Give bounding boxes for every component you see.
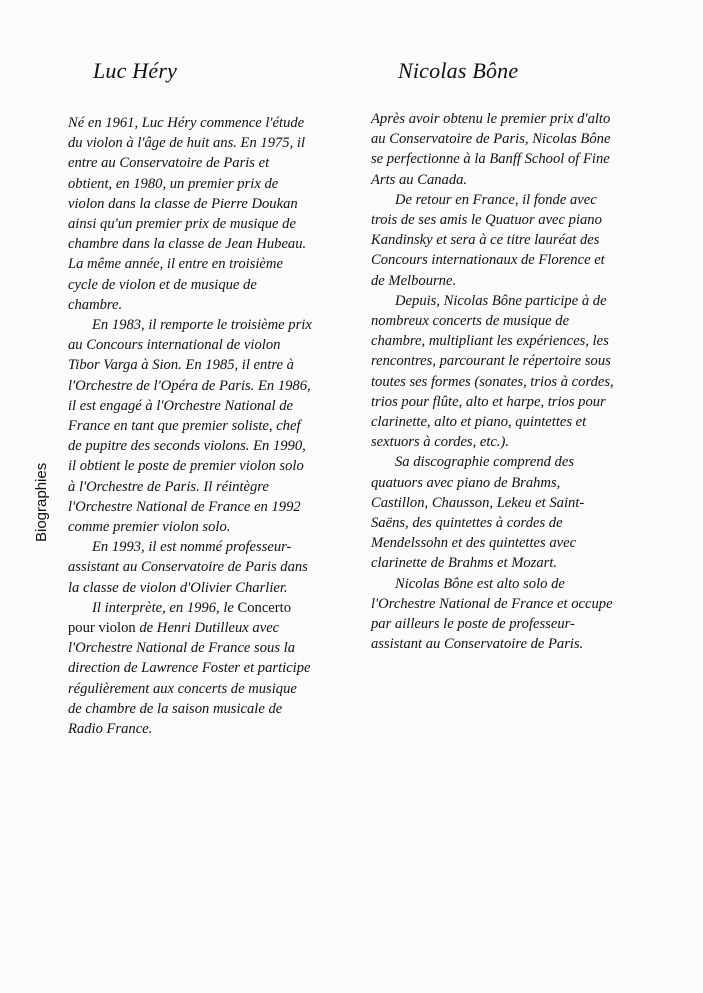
text-line: Après avoir obtenu le premier prix d'alto [371, 111, 611, 127]
text-line: Né en 1961, Luc Héry commence l'étude [68, 115, 305, 131]
text-line: se perfectionne à la Banff School of Fine [371, 151, 610, 168]
text-line: entre au Conservatoire de Paris et [68, 155, 270, 172]
text-line: cycle de violon et de musique de [68, 276, 257, 293]
text-line: clarinette de Brahms et Mozart. [371, 555, 558, 572]
text-line: la classe de violon d'Olivier Charlier. [68, 579, 288, 596]
text-line: à l'Orchestre de Paris. Il réintègre [68, 478, 269, 495]
text-line: sextuors à cordes, etc.). [371, 434, 510, 451]
text-line: En 1983, il remporte le troisième prix [92, 317, 312, 334]
left-biography-name: Luc Héry [93, 58, 178, 83]
text-line: ainsi qu'un premier prix de musique de [68, 216, 296, 233]
text-line: Radio France. [68, 721, 153, 738]
text-line: Concours internationaux de Florence et [371, 252, 605, 269]
text-line: quatuors avec piano de Brahms, [371, 474, 561, 491]
text-line: toutes ses formes (sonates, trios à cordes, [371, 373, 614, 390]
text-line: Saëns, des quintettes à cordes de [371, 515, 563, 532]
text-line: rencontres, parcourant le répertoire sous [371, 353, 611, 370]
left-biography-text [68, 113, 358, 739]
text-line: du violon à l'âge de huit ans. En 1975, il [68, 135, 306, 152]
text-line: de pupitre des seconds violons. En 1990, [68, 438, 306, 455]
section-side-label: Biographies [33, 462, 50, 542]
text-line: assistant au Conservatoire de Paris. [371, 636, 584, 653]
text-line: obtient, en 1980, un premier prix de [68, 175, 279, 192]
text-line: par ailleurs le poste de professeur- [371, 616, 575, 633]
text-line: chambre dans la classe de Jean Hubeau. [68, 236, 307, 253]
text-line: l'Orchestre National de France sous la [68, 640, 296, 657]
text-line: Il interprète, en 1996, le Concerto [92, 599, 291, 616]
text-line: Kandinsky et sera à ce titre lauréat des [371, 232, 600, 249]
text-line: Sa discographie comprend des [395, 454, 575, 471]
text-line: au Concours international de violon [68, 337, 281, 354]
text-line: En 1993, il est nommé professeur- [92, 539, 292, 556]
text-line: Tibor Varga à Sion. En 1985, il entre à [68, 357, 294, 374]
text-line: de Melbourne. [371, 272, 457, 289]
text-line: il est engagé à l'Orchestre National de [68, 397, 293, 414]
text-line: l'Orchestre National de France en 1992 [68, 498, 301, 515]
text-line: chambre, multipliant les expériences, les [371, 333, 609, 350]
right-biography-text [371, 109, 663, 654]
text-line: il obtient le poste de premier violon solo [68, 458, 304, 475]
text-line: l'Orchestre National de France et occupe [371, 595, 613, 612]
text-line: clarinette, alto et piano, quintettes et [371, 414, 587, 431]
text-line: l'Orchestre de l'Opéra de Paris. En 1986, [68, 377, 311, 394]
text-line: de chambre de la saison musicale de [68, 700, 283, 717]
text-line: trois de ses amis le Quatuor avec piano [371, 212, 602, 229]
text-line: au Conservatoire de Paris, Nicolas Bône [371, 131, 611, 148]
text-line: assistant au Conservatoire de Paris dans [68, 559, 308, 576]
text-line: nombreux concerts de musique de [371, 313, 570, 330]
text-line: chambre. [68, 296, 123, 313]
text-line: France en tant que premier soliste, chef [68, 418, 301, 435]
text-line: trios pour flûte, alto et harpe, trios pour [371, 393, 606, 410]
text-line: Mendelssohn et des quintettes avec [371, 535, 577, 552]
text-line: La même année, il entre en troisième [68, 256, 283, 273]
text-line: régulièrement aux concerts de musique [68, 680, 297, 697]
text-line: Castillon, Chausson, Lekeu et Saint- [371, 494, 585, 511]
text-line: De retour en France, il fonde avec [395, 191, 597, 208]
text-line: violon dans la classe de Pierre Doukan [68, 195, 298, 212]
right-biography-name: Nicolas Bône [398, 58, 519, 83]
text-line: Depuis, Nicolas Bône participe à de [395, 292, 607, 309]
text-line: pour violon de Henri Dutilleux avec [68, 620, 280, 637]
text-line: Arts au Canada. [371, 171, 468, 188]
text-line: comme premier violon solo. [68, 519, 231, 536]
text-line: Nicolas Bône est alto solo de [395, 575, 565, 592]
text-line: direction de Lawrence Foster et participe [68, 660, 311, 677]
